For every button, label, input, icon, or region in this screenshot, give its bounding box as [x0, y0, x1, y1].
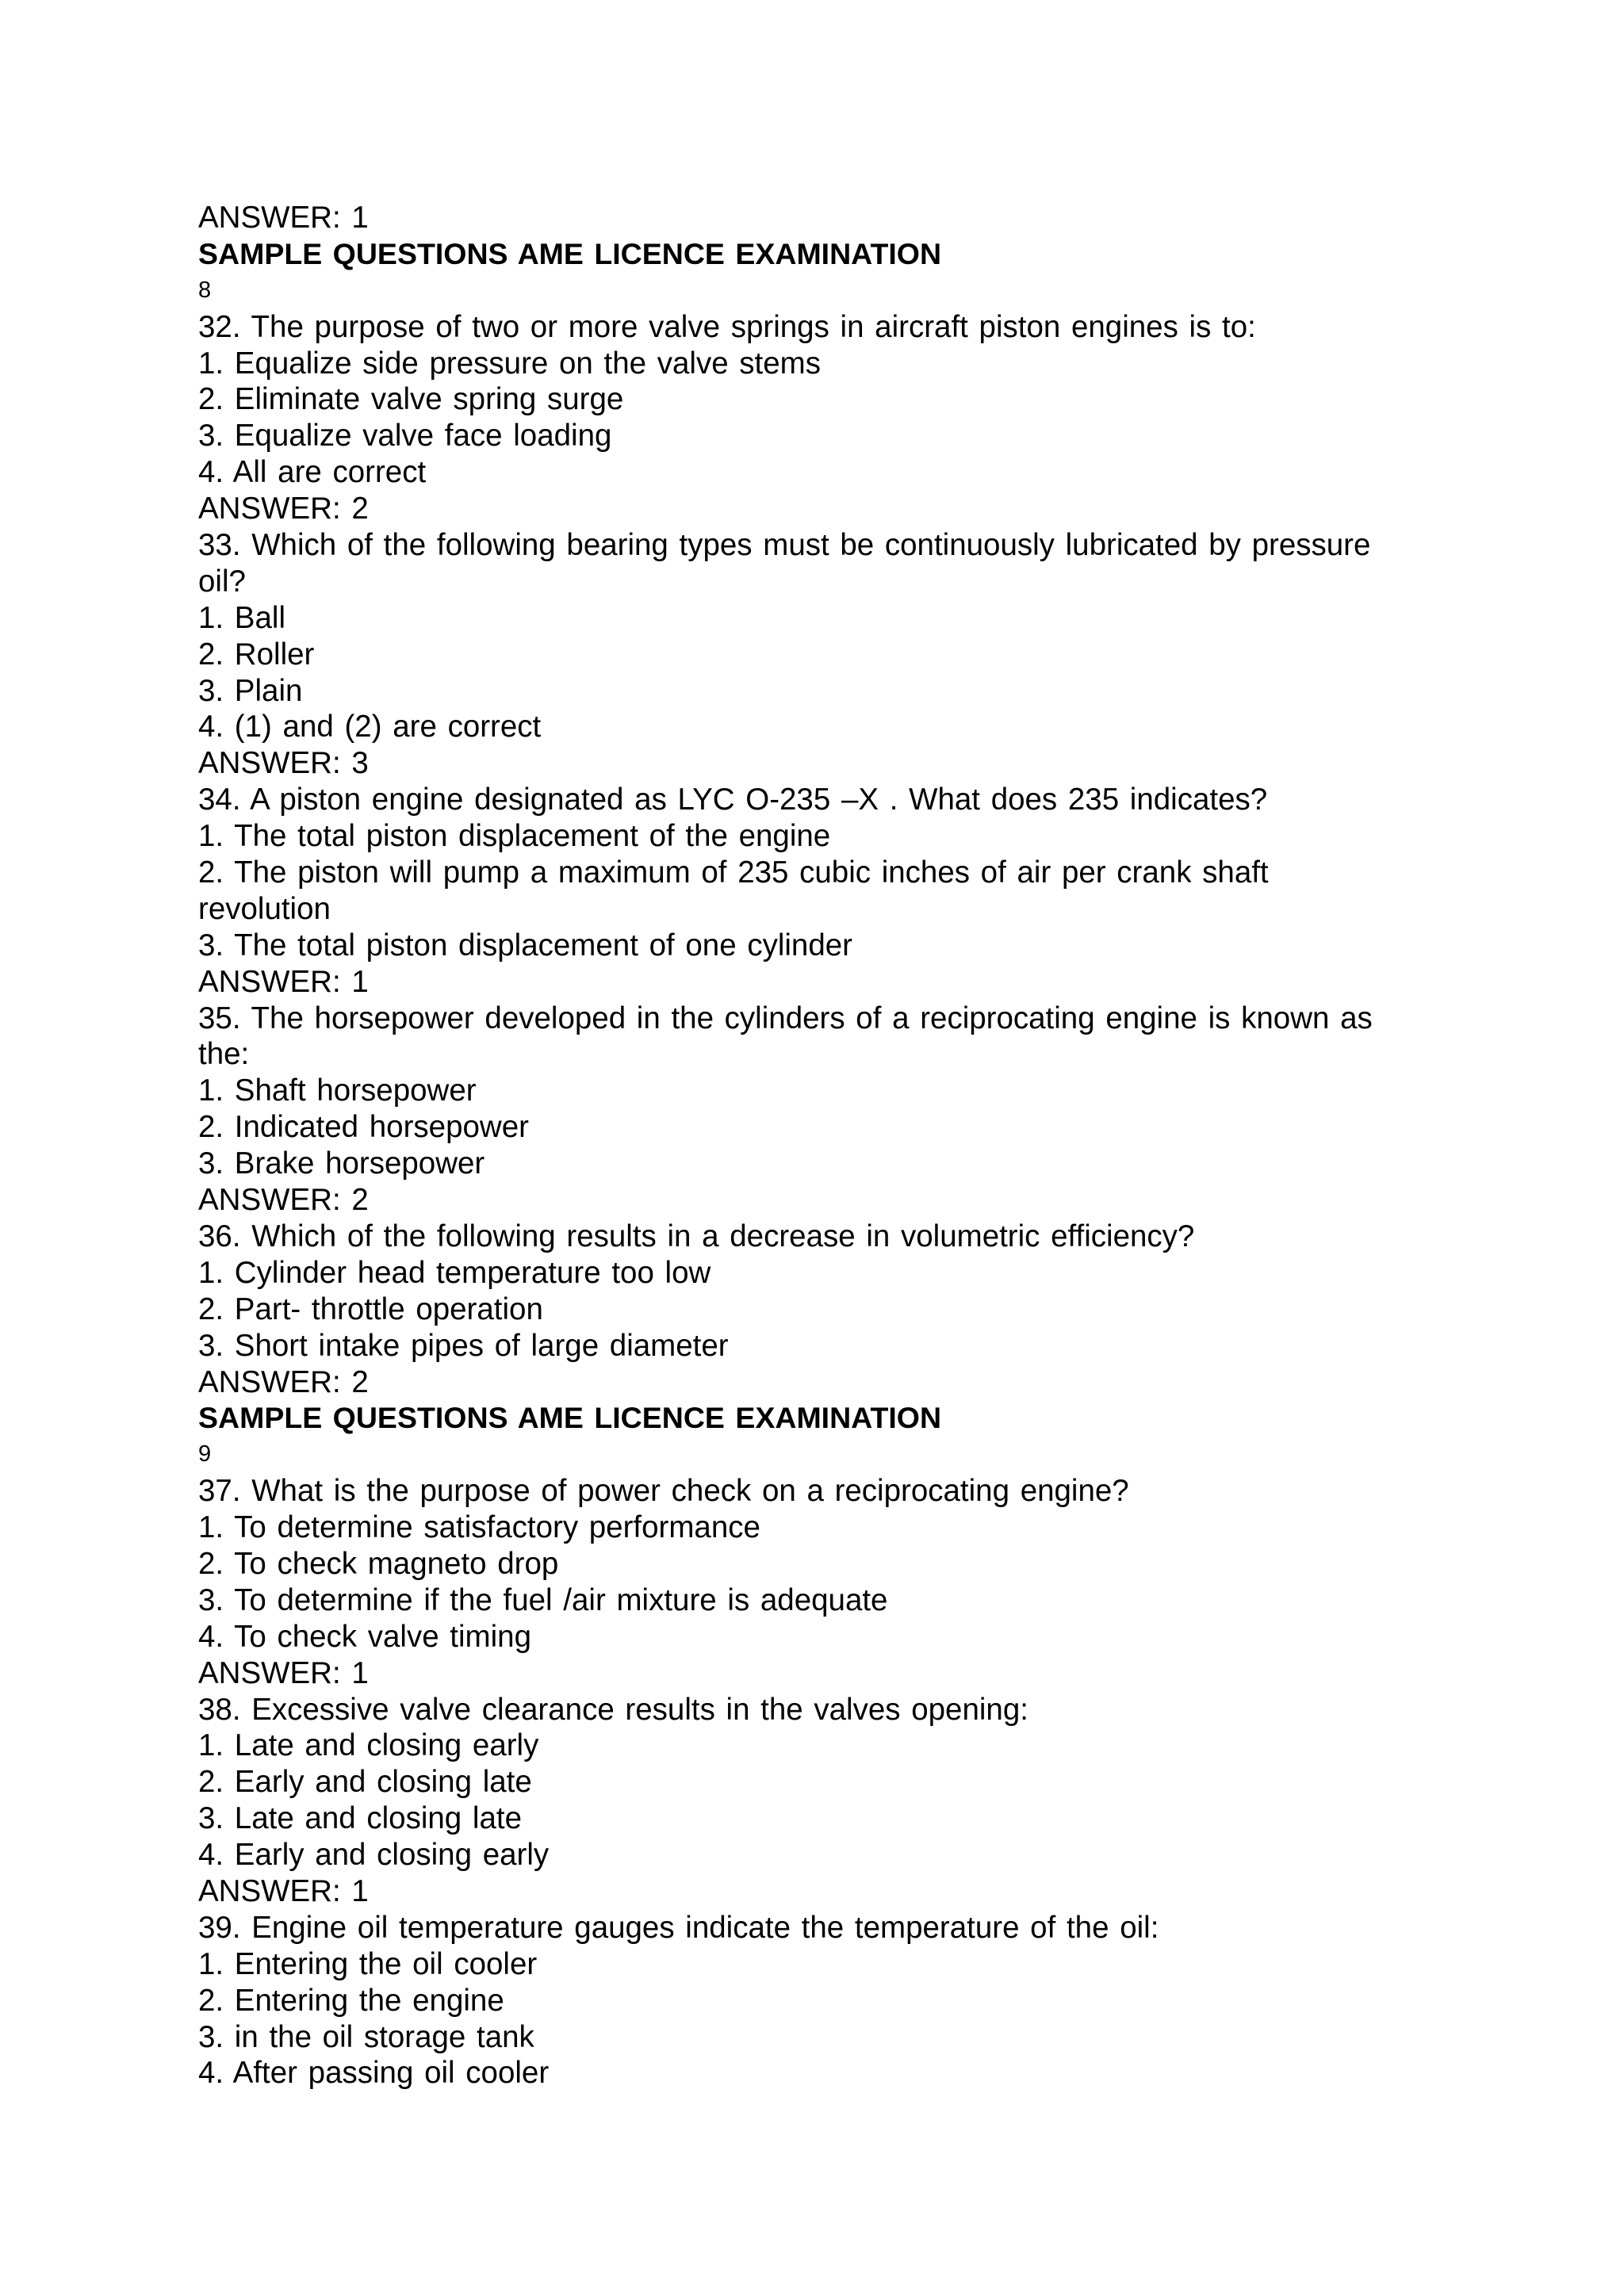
question-text: 33. Which of the following bearing types must be continuously lubricated by pressure [198, 528, 1371, 563]
answer-option: 4. Early and closing early [198, 1838, 550, 1873]
answer-option: 3. To determine if the fuel /air mixture is adequate [198, 1582, 888, 1617]
section-heading: SAMPLE QUESTIONS AME LICENCE EXAMINATION [198, 1401, 942, 1435]
answer-line: ANSWER: 2 [198, 492, 369, 526]
question-text: the: [198, 1037, 250, 1072]
answer-option: 1. Late and closing early [198, 1728, 539, 1763]
answer-option: 2. Part- throttle operation [198, 1292, 543, 1326]
answer-option: 3. Equalize valve face loading [198, 419, 612, 453]
answer-option: 2. Entering the engine [198, 1983, 504, 2018]
answer-option: 1. Entering the oil cooler [198, 1946, 538, 1981]
question-text: 38. Excessive valve clearance results in the valves opening: [198, 1692, 1028, 1727]
answer-option: 3. Late and closing late [198, 1801, 522, 1836]
document-body [198, 200, 1435, 2091]
answer-option: 1. Equalize side pressure on the valve stems [198, 346, 821, 381]
answer-option: 2. Indicated horsepower [198, 1110, 529, 1145]
answer-option: 3. Short intake pipes of large diameter [198, 1328, 729, 1363]
answer-line: ANSWER: 1 [198, 201, 369, 235]
section-heading: SAMPLE QUESTIONS AME LICENCE EXAMINATION [198, 236, 942, 270]
answer-line: ANSWER: 1 [198, 1655, 369, 1690]
answer-option: 1. Cylinder head temperature too low [198, 1255, 711, 1290]
answer-option: 4. After passing oil cooler [198, 2056, 550, 2091]
answer-line: ANSWER: 2 [198, 1183, 369, 1218]
page-number: 8 [198, 277, 212, 303]
answer-option: 4. (1) and (2) are correct [198, 710, 542, 744]
question-text: 37. What is the purpose of power check on a reciprocating engine? [198, 1474, 1129, 1509]
answer-option: 1. The total piston displacement of the engine [198, 819, 831, 854]
answer-option: 2. Eliminate valve spring surge [198, 382, 624, 417]
answer-option: 3. Plain [198, 673, 303, 708]
answer-option: 1. Shaft horsepower [198, 1073, 477, 1108]
answer-option: 3. Brake horsepower [198, 1146, 485, 1181]
question-text: 39. Engine oil temperature gauges indicate the temperature of the oil: [198, 1910, 1159, 1945]
answer-option: 2. To check magneto drop [198, 1546, 559, 1581]
answer-option: 4. All are correct [198, 455, 427, 490]
answer-option: revolution [198, 891, 331, 926]
answer-option: 1. To determine satisfactory performance [198, 1510, 760, 1545]
answer-line: ANSWER: 1 [198, 964, 369, 999]
answer-line: ANSWER: 1 [198, 1873, 369, 1908]
answer-option: 3. in the oil storage tank [198, 2019, 534, 2054]
answer-option: 2. The piston will pump a maximum of 235 cubic inches of air per crank shaft [198, 855, 1269, 890]
answer-option: 1. Ball [198, 600, 286, 635]
question-text: 35. The horsepower developed in the cylinders of a reciprocating engine is known as [198, 1001, 1373, 1035]
answer-line: ANSWER: 3 [198, 746, 369, 781]
page-number: 9 [198, 1441, 212, 1468]
answer-option: 2. Early and closing late [198, 1765, 532, 1800]
answer-option: 3. The total piston displacement of one cylinder [198, 928, 852, 962]
question-text: 36. Which of the following results in a decrease in volumetric efficiency? [198, 1219, 1195, 1253]
answer-line: ANSWER: 2 [198, 1364, 369, 1399]
question-text: 34. A piston engine designated as LYC O-235 –X . What does 235 indicates? [198, 783, 1268, 817]
answer-option: 2. Roller [198, 637, 315, 672]
question-text: oil? [198, 564, 246, 599]
answer-option: 4. To check valve timing [198, 1619, 532, 1654]
question-text: 32. The purpose of two or more valve springs in aircraft piston engines is to: [198, 309, 1256, 344]
